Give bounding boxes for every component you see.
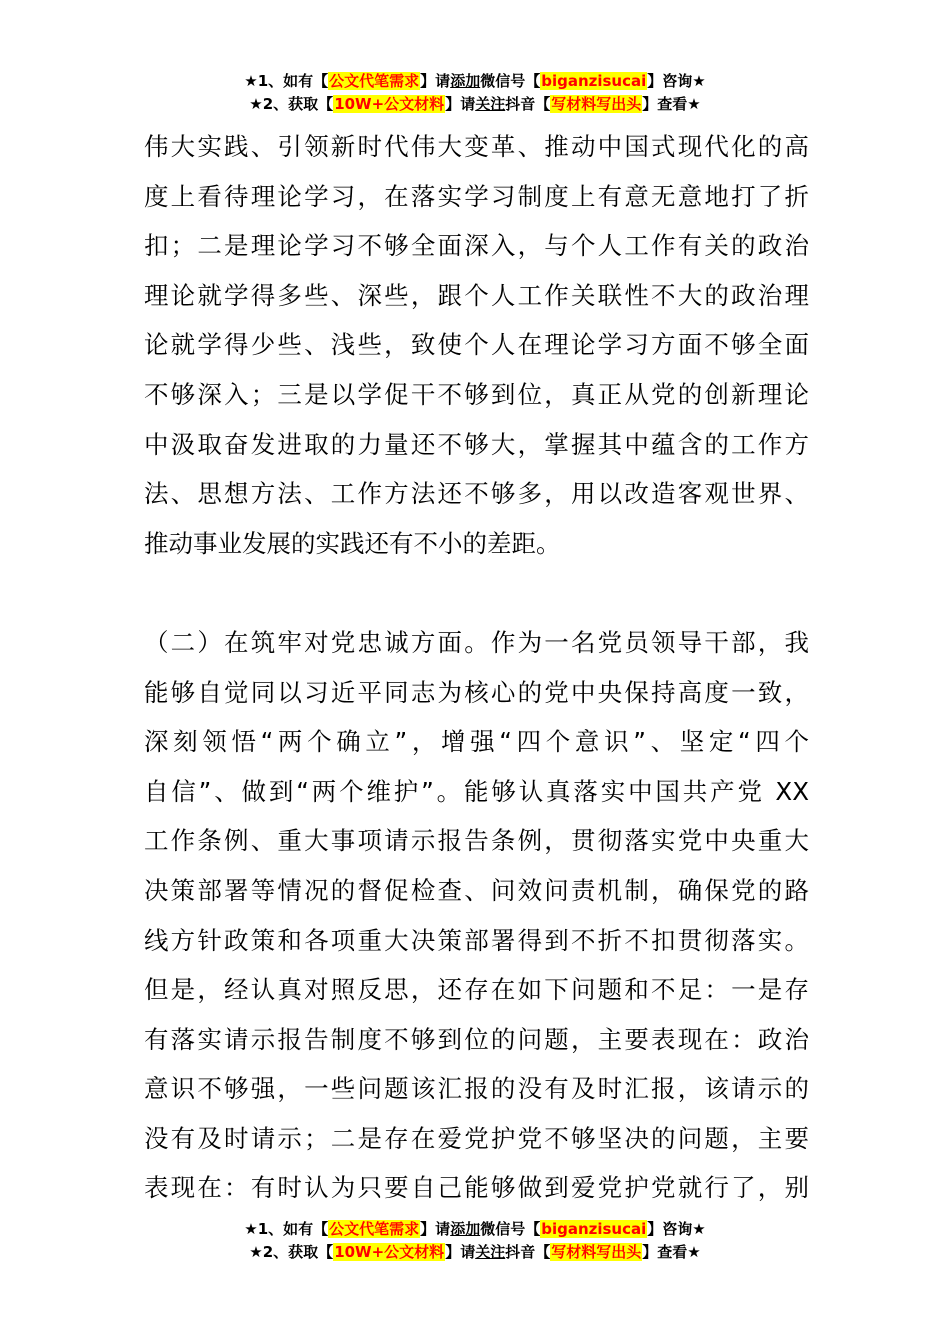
highlight-service-text: 公文代笔需求: [329, 1220, 420, 1238]
paragraph-line: 伟大实践、引领新时代伟大变革、推动中国式现代化的高: [144, 132, 809, 161]
header-line-1-suffix: 】咨询★: [647, 72, 706, 90]
paragraph-line: 推动事业发展的实践还有不小的差距。: [144, 528, 561, 558]
paragraph-2: [144, 618, 809, 1213]
header-line-1-mid2: 微信号【: [480, 72, 541, 90]
paragraph-line: 深刻领悟“两个确立”，增强“四个意识”、坚定“四个: [144, 727, 809, 757]
footer-line-1-suffix: 】咨询★: [647, 1220, 706, 1238]
header-line-1: [0, 70, 950, 93]
wechat-id-highlight: biganzisucai: [541, 72, 647, 90]
header-line-2-mid1: 】请: [445, 95, 476, 113]
footer-line-1-mid2: 微信号【: [480, 1220, 541, 1238]
document-body: [144, 122, 809, 1213]
header-line-1-mid1: 】请: [420, 72, 451, 90]
header-line-1-prefix: ★1、如有【: [244, 72, 329, 90]
paragraph-line: 工作条例、重大事项请示报告条例，贯彻落实党中央重大: [144, 826, 809, 856]
paragraph-line: 扣；二是理论学习不够全面深入，与个人工作有关的政治: [144, 231, 809, 261]
paragraph-line: 没有及时请示；二是存在爱党护党不够坚决的问题，主要: [144, 1123, 809, 1153]
paragraph-line: 但是，经认真对照反思，还存在如下问题和不足：一是存: [144, 975, 809, 1005]
footer-line-2-suffix: 】查看★: [642, 1243, 701, 1261]
paragraph-line: 表现在：有时认为只要自己能够做到爱党护党就行了，别: [144, 1173, 809, 1203]
highlight-service-text: 公文代笔需求: [329, 72, 420, 90]
paragraph-line: 法、思想方法、工作方法还不够多，用以改造客观世界、: [144, 479, 809, 509]
header-banner: [0, 70, 950, 116]
footer-line-1: [0, 1218, 950, 1241]
paragraph-line: 能够自觉同以习近平同志为核心的党中央保持高度一致，: [144, 677, 809, 707]
footer-line-2: [0, 1241, 950, 1264]
add-link-text: 添加: [450, 72, 481, 90]
paragraph-line: 度上看待理论学习，在落实学习制度上有意无意地打了折: [144, 181, 809, 211]
highlight-materials-text: 10W+公文材料: [334, 95, 445, 113]
follow-link-text: 关注: [475, 95, 506, 113]
paragraph-line: 中汲取奋发进取的力量还不够大，掌握其中蕴含的工作方: [144, 429, 809, 459]
paragraph-spacer: [144, 568, 809, 618]
header-line-2-suffix: 】查看★: [642, 95, 701, 113]
paragraph-line: 有落实请示报告制度不够到位的问题，主要表现在：政治: [144, 1024, 809, 1054]
footer-line-1-prefix: ★1、如有【: [244, 1220, 329, 1238]
header-line-2-prefix: ★2、获取【: [249, 95, 334, 113]
paragraph-line: 意识不够强，一些问题该汇报的没有及时汇报，该请示的: [144, 1074, 809, 1104]
footer-line-1-mid1: 】请: [420, 1220, 451, 1238]
footer-banner: [0, 1218, 950, 1264]
douyin-account-highlight: 写材料写出头: [551, 95, 642, 113]
paragraph-line: 线方针政策和各项重大决策部署得到不折不扣贯彻落实。: [144, 925, 809, 955]
footer-line-2-prefix: ★2、获取【: [249, 1243, 334, 1261]
paragraph-line: 决策部署等情况的督促检查、问效问责机制，确保党的路: [144, 875, 809, 905]
header-line-2: [0, 93, 950, 116]
highlight-materials-text: 10W+公文材料: [334, 1243, 445, 1261]
paragraph-line: （二）在筑牢对党忠诚方面。作为一名党员领导干部，我: [144, 627, 809, 657]
add-link-text: 添加: [450, 1220, 481, 1238]
footer-line-2-mid1: 】请: [445, 1243, 476, 1261]
paragraph-line: 不够深入；三是以学促干不够到位，真正从党的创新理论: [144, 379, 809, 409]
footer-line-2-mid2: 抖音【: [505, 1243, 551, 1261]
douyin-account-highlight: 写材料写出头: [551, 1243, 642, 1261]
paragraph-line: 论就学得少些、浅些，致使个人在理论学习方面不够全面: [144, 330, 809, 360]
paragraph-line: 理论就学得多些、深些，跟个人工作关联性不大的政治理: [144, 280, 809, 310]
wechat-id-highlight: biganzisucai: [541, 1220, 647, 1238]
header-line-2-mid2: 抖音【: [505, 95, 551, 113]
paragraph-line: 自信”、做到“两个维护”。能够认真落实中国共产党 XX: [144, 776, 809, 806]
paragraph-1: [144, 122, 809, 568]
follow-link-text: 关注: [475, 1243, 506, 1261]
